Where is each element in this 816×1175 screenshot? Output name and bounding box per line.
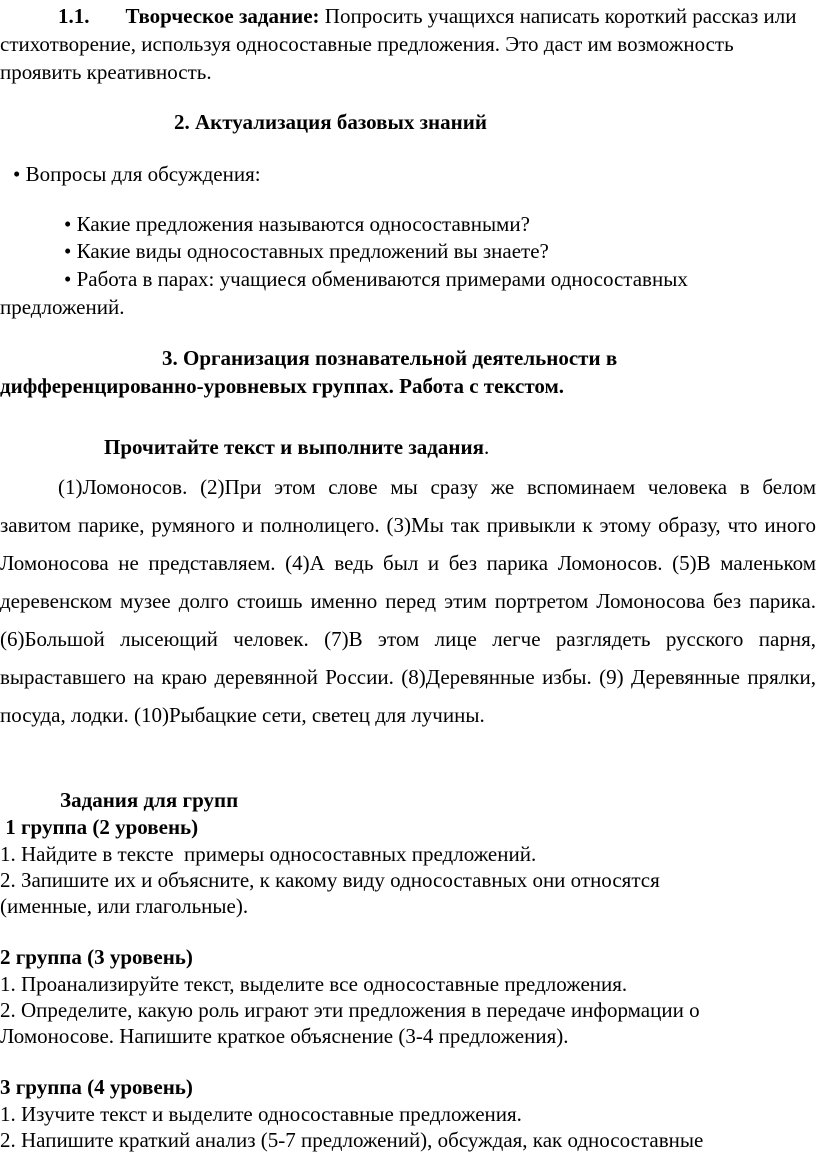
discussion-intro: • Вопросы для обсуждения: (13, 162, 261, 186)
section3-heading-line1: 3. Организация познавательной деятельности в (162, 346, 618, 370)
group1-item: 1. Найдите в тексте примеры односоставных предложений. (0, 842, 537, 866)
group3-item: 1. Изучите текст и выделите односоставные предложения. (0, 1102, 522, 1126)
text-instruction-dot: . (483, 435, 490, 459)
group1-item: 2. Запишите их и объясните, к какому виду односоставных они относятся (0, 868, 660, 892)
group2-item: 1. Проанализируйте текст, выделите все односоставные предложения. (0, 972, 628, 996)
question-item: • Какие предложения называются односоставными? (64, 212, 530, 236)
text-instruction-label: Прочитайте текст и выполните задания (104, 435, 484, 459)
question-item: • Работа в парах: учащиеся обмениваются примерами односоставных (64, 267, 688, 291)
text-instruction (104, 433, 804, 461)
group2-item: Ломоносове. Напишите краткое объяснение (3-4 предложения). (0, 1024, 569, 1048)
section2-heading: 2. Актуализация базовых знаний (174, 110, 487, 134)
group-tasks-heading: Задания для групп (60, 788, 239, 812)
creative-task-title: Творческое задание: (125, 4, 320, 28)
creative-task-text: Попросить учащихся написать короткий рассказ или стихотворение, используя односоставные предложения. Это даст им возможность проявить креативность. (0, 4, 797, 84)
section3-heading-line2: дифференцированно-уровневых группах. Работа с текстом. (0, 374, 565, 398)
question-item: • Какие виды односоставных предложений вы знаете? (64, 239, 549, 263)
group2-title: 2 группа (3 уровень) (0, 945, 193, 969)
question-continuation: предложений. (0, 295, 125, 319)
lomonosov-passage: (1)Ломоносов. (2)При этом слове мы сразу же вспоминаем человека в белом завитом парике, румяного и полнолицего. (3)Мы так привыкли к этому образу, что иного Ломоносова не представляем. (4)А ведь был и без парика Ломоносов. (5)В маленьком деревенском музее долго стоишь именно перед этим портретом Ломоносова без парика. (6)Большой лысеющий человек. (7)В этом лице легче разглядеть русского парня, выраставшего на краю деревянной России. (8)Деревянные избы. (9) Деревянные прялки, посуда, лодки. (10)Рыбацкие сети, светец для лучины. (0, 475, 816, 727)
creative-task-paragraph (0, 2, 816, 86)
group1-title: 1 группа (2 уровень) (0, 815, 199, 839)
creative-task-number: 1.1. (58, 4, 90, 28)
group3-title: 3 группа (4 уровень) (0, 1075, 193, 1099)
group2-item: 2. Определите, какую роль играют эти предложения в передаче информации о (0, 998, 700, 1022)
group3-item: 2. Напишите краткий анализ (5-7 предложений), обсуждая, как односоставные (0, 1128, 704, 1152)
group1-item: (именные, или глагольные). (0, 894, 249, 918)
